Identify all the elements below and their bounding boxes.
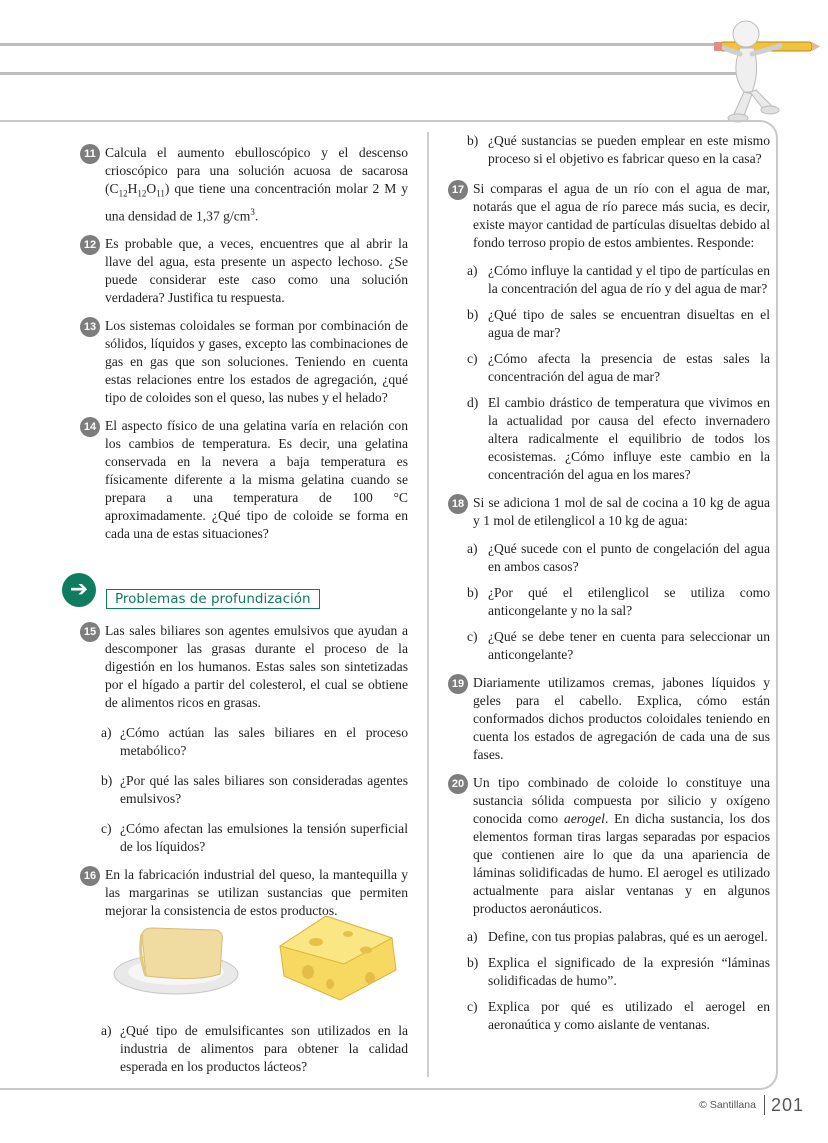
section-title: Problemas de profundización	[106, 589, 320, 609]
question-14	[80, 417, 408, 543]
question-number-badge: 13	[80, 317, 100, 337]
question-number-badge: 18	[448, 494, 468, 514]
question-number-badge: 19	[448, 674, 468, 694]
right-column	[448, 132, 770, 1042]
left-column-bottom	[80, 1022, 408, 1084]
question-17-d: d) El cambio drástico de temperatura que vivimos en la actualidad por causa del efecto invernadero altera radicalmente el equilibrio de todos los ecosistemas. ¿Cómo influye este cambio en la concentración del agua en los mares?	[467, 395, 770, 482]
question-11: 11 Calcula el aumento ebulloscópico y el descenso crioscópico para una solución acuosa de sacarosa $(C_{12}H_{12}O_{11})$ que tiene una concentración molar 2 M y una densidad de 1,37 $g/cm^3$.	[80, 144, 408, 225]
left-column	[80, 144, 408, 553]
header-rule-top	[0, 43, 736, 46]
question-17-c: c) ¿Cómo afecta la presencia de estas sales la concentración del agua de mar?	[467, 351, 770, 384]
footer-divider	[764, 1095, 765, 1115]
question-text: Diariamente utilizamos cremas, jabones líquidos y geles para el cabello. Explica, cómo están conformados dichos productos coloidales teniendo en cuenta los estados de agregación de cada una de sus fases.	[473, 675, 770, 762]
cheese-image	[280, 916, 396, 1000]
question-number-badge: 15	[80, 622, 100, 642]
question-number-badge: 20	[448, 774, 468, 794]
question-text: El aspecto físico de una gelatina varía en relación con los cambios de temperatura. Es decir, una gelatina conservada en la nevera a baja temperatura es físicamente diferente a la misma gelatina cuando se prepara a una temperatura de 100 °C aproximadamente. ¿Qué tipo de coloide se forma en cada una de estas situaciones?	[105, 418, 408, 542]
question-text: Si comparas el agua de un río con el agua de mar, notarás que el agua de río parece más sucia, es decir, existe mayor cantidad de partículas disueltas debido al fondo terroso propio de estos ambientes. Responde:	[473, 181, 770, 250]
question-15-b: b) ¿Por qué las sales biliares son consideradas agentes emulsivos?	[101, 773, 408, 806]
left-column-lower	[80, 622, 408, 930]
question-15	[80, 622, 408, 712]
question-number-badge: 11	[80, 144, 100, 164]
question-18-a: a) ¿Qué sucede con el punto de congelación del agua en ambos casos?	[467, 541, 770, 574]
butter-image	[114, 928, 238, 994]
publisher-credit: © Santillana	[699, 1099, 756, 1111]
question-18	[448, 494, 770, 530]
question-19	[448, 674, 770, 764]
mascot-pencil-figure	[700, 14, 820, 126]
question-number-badge: 17	[448, 180, 468, 200]
question-20: 20 Un tipo combinado de coloide lo constituye una sustancia sólida compuesta por silicio y oxígeno conocida como aerogel. En dicha sustancia, los dos elementos forman tiras largas separadas por espacios que contienen aire lo que da una apariencia de láminas solidificadas de humo. El aerogel es utilizado actualmente para aislar ventanas y en algunos productos aeronáuticos.	[448, 774, 770, 918]
arrow-right-icon: ➔	[62, 573, 96, 607]
question-text: Las sales biliares son agentes emulsivos que ayudan a descomponer las grasas durante el proceso de la digestión en los humanos. Estas sales son sintetizadas por el hígado a partir del colesterol, el cual se obtiene de alimentos ricos en grasas.	[105, 623, 408, 710]
question-20-b: b) Explica el significado de la expresión “láminas solidificadas de humo”.	[467, 955, 770, 988]
question-text: Los sistemas coloidales se forman por combinación de sólidos, líquidos y gases, excepto las combinaciones de gas en gas que son soluciones. Teniendo en cuenta estas relaciones entre los estados de agregación, ¿qué tipo de coloides son el queso, las nubes y el helado?	[105, 318, 408, 406]
section-header	[62, 573, 322, 613]
question-17	[448, 180, 770, 252]
question-17-b: b) ¿Qué tipo de sales se encuentran disueltas en el agua de mar?	[467, 307, 770, 340]
question-15-a: a) ¿Cómo actúan las sales biliares en el proceso metabólico?	[101, 725, 408, 758]
column-divider	[427, 132, 429, 1077]
question-number-badge: 16	[80, 866, 100, 886]
dairy-photos	[108, 912, 408, 1006]
header-rule-bottom	[0, 72, 736, 75]
question-text: En la fabricación industrial del queso, la mantequilla y las margarinas se utilizan sustancias que permiten mejorar la consistencia de estos productos.	[105, 867, 408, 918]
question-20-a: a) Define, con tus propias palabras, qué es un aerogel.	[467, 929, 768, 944]
question-12	[80, 235, 408, 307]
page-number: 201	[770, 1094, 804, 1115]
question-13	[80, 317, 408, 407]
question-16-a: a) ¿Qué tipo de emulsificantes son utilizados en la industria de alimentos para obtener la calidad esperada en los productos lácteos?	[101, 1023, 408, 1074]
question-18-b: b) ¿Por qué el etilenglicol se utiliza como anticongelante y no la sal?	[467, 585, 770, 618]
question-20-c: c) Explica por qué es utilizado el aerogel en aeronaútica y como aislante de ventanas.	[467, 999, 770, 1032]
question-16-b: b) ¿Qué sustancias se pueden emplear en este mismo proceso si el objetivo es fabricar queso en la casa?	[467, 133, 770, 166]
question-text: Si se adiciona 1 mol de sal de cocina a 10 kg de agua y 1 mol de etilenglicol a 10 kg de agua:	[473, 495, 770, 528]
question-18-c: c) ¿Qué se debe tener en cuenta para seleccionar un anticongelante?	[467, 629, 770, 662]
question-number-badge: 14	[80, 417, 100, 437]
question-text: Es probable que, a veces, encuentres que al abrir la llave del agua, esta presente un aspecto lechoso. ¿Se puede considerar este caso como una solución verdadera? Justifica tu respuesta.	[105, 236, 408, 306]
question-17-a: a) ¿Cómo influye la cantidad y el tipo de partículas en la concentración del agua de río y del agua de mar?	[467, 263, 770, 296]
question-15-c: c) ¿Cómo afectan las emulsiones la tensión superficial de los líquidos?	[101, 821, 408, 854]
question-number-badge: 12	[80, 235, 100, 255]
page-footer	[699, 1093, 804, 1117]
